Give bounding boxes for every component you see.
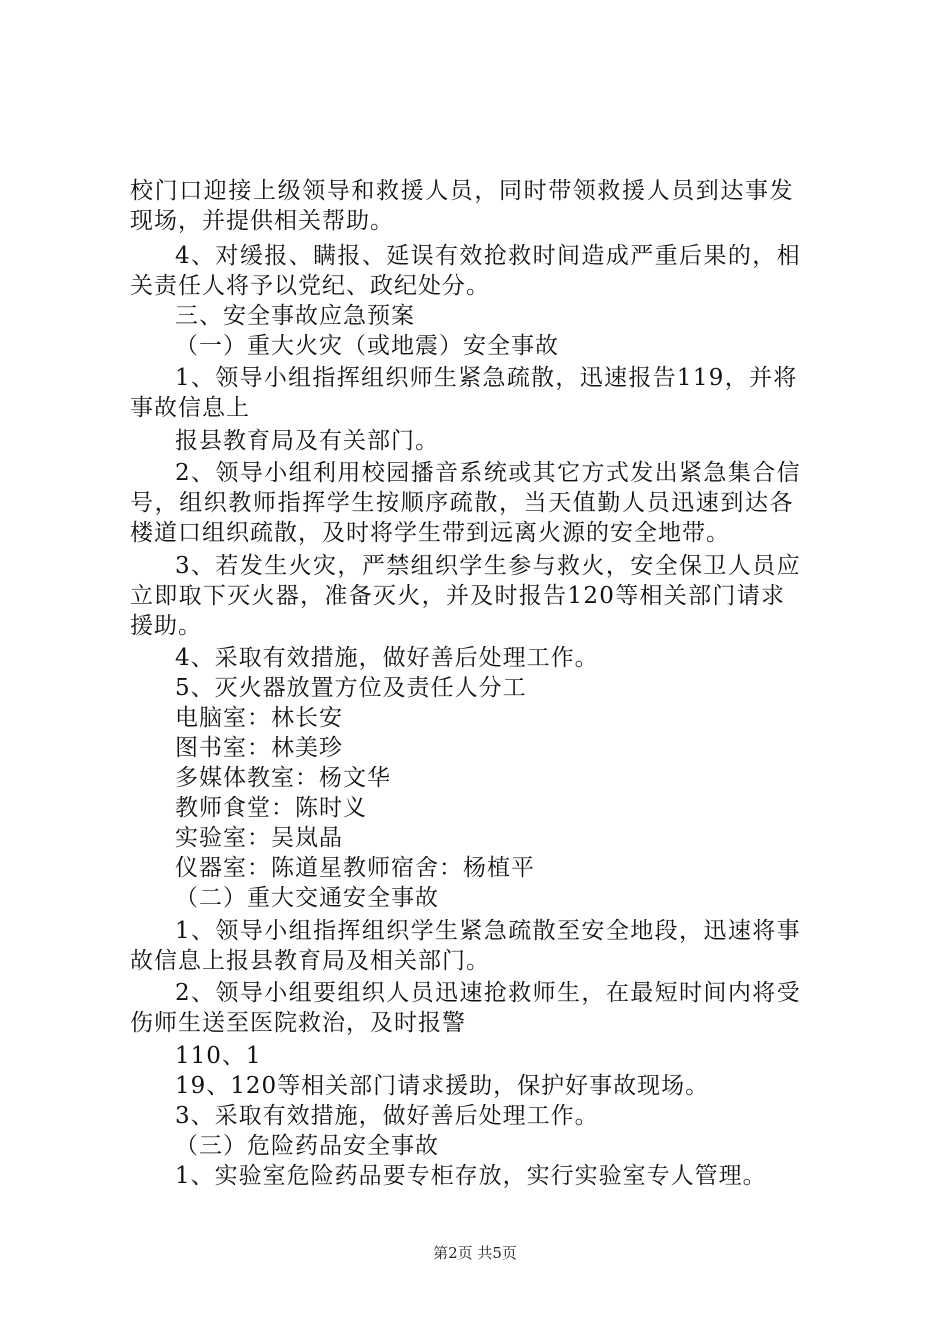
text-line: 号，组织教师指挥学生按顺序疏散，当天值勤人员迅速到达各 [130,490,795,516]
text-line: 立即取下灭火器，准备灭火，并及时报告120等相关部门请求 [130,583,786,609]
text-line: 楼道口组织疏散，及时将学生带到远离火源的安全地带。 [130,520,730,546]
text-line: 教师食堂：陈时义 [175,795,367,821]
text-line: 校门口迎接上级领导和救援人员，同时带领救援人员到达事发 [130,178,795,204]
text-line: 仪器室：陈道星教师宿舍：杨植平 [175,855,535,881]
text-line: 4、对缓报、瞒报、延误有效抢救时间造成严重后果的，相 [175,243,802,269]
text-line: 4、采取有效措施，做好善后处理工作。 [175,645,599,671]
section-heading: 三、安全事故应急预案 [175,303,415,329]
text-line: 19、120等相关部门请求援助，保护好事故现场。 [175,1073,710,1099]
page-number-footer: 第2页 共5页 [433,1244,517,1262]
text-line: 电脑室：林长安 [175,705,343,731]
text-line: 伤师生送至医院救治，及时报警 [130,1010,466,1036]
text-line: 3、采取有效措施，做好善后处理工作。 [175,1103,599,1129]
text-line: 故信息上报县教育局及相关部门。 [130,948,490,974]
text-line: 现场，并提供相关帮助。 [130,208,394,234]
text-line: 图书室：林美珍 [175,735,343,761]
text-line: 多媒体教室：杨文华 [175,765,391,791]
subsection-heading: （一）重大火灾（或地震）安全事故 [175,333,559,359]
subsection-heading: （二）重大交通安全事故 [175,885,439,911]
text-line: 2、领导小组利用校园播音系统或其它方式发出紧急集合信 [175,460,802,486]
text-line: 1、实验室危险药品要专柜存放，实行实验室专人管理。 [175,1163,767,1189]
text-line: 110、1 [175,1043,262,1069]
text-line: 1、领导小组指挥组织学生紧急疏散至安全地段，迅速将事 [175,918,802,944]
text-line: 事故信息上 [130,395,250,421]
text-line: 援助。 [130,613,202,639]
text-line: 报县教育局及有关部门。 [175,428,439,454]
text-line: 1、领导小组指挥组织师生紧急疏散，迅速报告119，并将 [175,365,798,391]
text-line: 关责任人将予以党纪、政纪处分。 [130,273,490,299]
text-line: 实验室：吴岚晶 [175,825,343,851]
text-line: 5、灭火器放置方位及责任人分工 [175,675,527,701]
text-line: 3、若发生火灾，严禁组织学生参与救火，安全保卫人员应 [175,553,802,579]
text-line: 2、领导小组要组织人员迅速抢救师生，在最短时间内将受 [175,980,802,1006]
subsection-heading: （三）危险药品安全事故 [175,1133,439,1159]
